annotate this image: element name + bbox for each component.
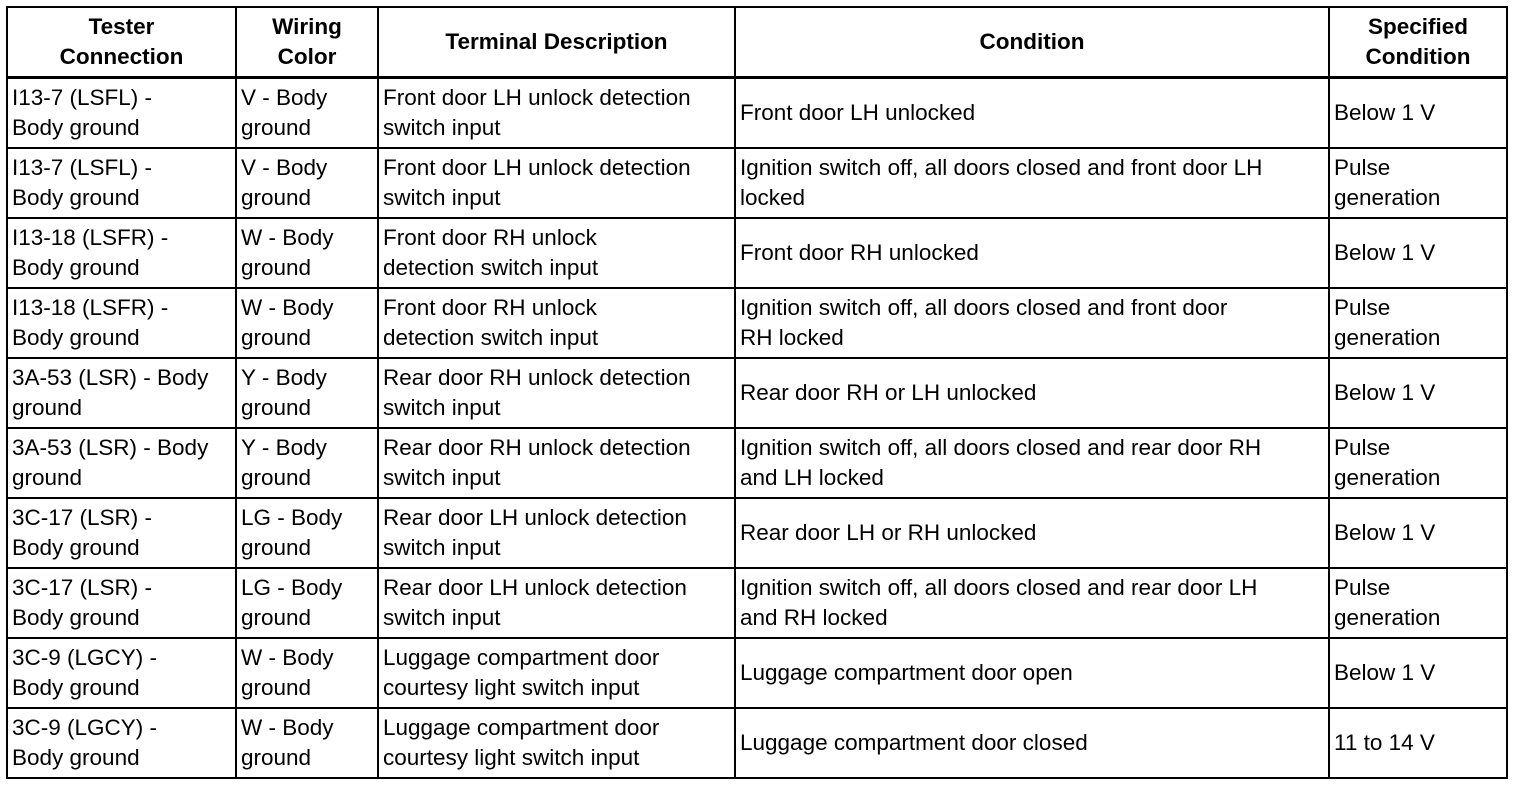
- cell-tester-connection-text: Body ground: [12, 535, 140, 560]
- cell-terminal-description-text: Rear door LH unlock detection: [383, 575, 687, 600]
- cell-tester-connection-text: 3C-17 (LSR) -: [12, 505, 153, 530]
- cell-tester-connection-text: Body ground: [12, 185, 140, 210]
- cell-specified-condition-text: Pulse: [1334, 155, 1391, 180]
- cell-tester-connection-text: I13-7 (LSFL) -: [12, 155, 153, 180]
- cell-specified-condition: [1329, 148, 1507, 218]
- cell-wiring-color: [236, 358, 378, 428]
- cell-specified-condition: [1329, 358, 1507, 428]
- cell-terminal-description: [378, 148, 735, 218]
- cell-condition-text: and RH locked: [740, 605, 888, 630]
- cell-tester-connection: [7, 148, 236, 218]
- cell-tester-connection: [7, 78, 236, 149]
- cell-tester-connection-text: ground: [12, 465, 83, 490]
- cell-tester-connection: [7, 638, 236, 708]
- cell-specified-condition: [1329, 638, 1507, 708]
- header-row: [7, 7, 1507, 78]
- cell-terminal-description-text: switch input: [383, 115, 501, 140]
- cell-wiring-color-text: ground: [241, 115, 312, 140]
- table-row: [7, 638, 1507, 708]
- cell-tester-connection: [7, 358, 236, 428]
- cell-wiring-color-text: W - Body: [241, 645, 334, 670]
- cell-wiring-color-text: W - Body: [241, 295, 334, 320]
- cell-condition-text: Ignition switch off, all doors closed and front door: [740, 295, 1228, 320]
- table-row: [7, 428, 1507, 498]
- cell-wiring-color-text: ground: [241, 605, 312, 630]
- cell-condition: [735, 218, 1329, 288]
- cell-tester-connection: [7, 428, 236, 498]
- cell-tester-connection: [7, 498, 236, 568]
- cell-wiring-color: [236, 148, 378, 218]
- cell-tester-connection-text: Body ground: [12, 255, 140, 280]
- cell-terminal-description: [378, 218, 735, 288]
- cell-condition: [735, 148, 1329, 218]
- cell-terminal-description-text: Front door RH unlock: [383, 295, 597, 320]
- cell-terminal-description-text: Rear door RH unlock detection: [383, 435, 691, 460]
- cell-terminal-description-text: switch input: [383, 185, 501, 210]
- cell-terminal-description: [378, 708, 735, 778]
- cell-specified-condition-text: generation: [1334, 465, 1441, 490]
- cell-wiring-color: [236, 78, 378, 149]
- table-row: [7, 358, 1507, 428]
- cell-tester-connection-text: I13-18 (LSFR) -: [12, 225, 169, 250]
- cell-wiring-color: [236, 638, 378, 708]
- cell-wiring-color-text: Y - Body: [241, 365, 327, 390]
- cell-tester-connection-text: ground: [12, 395, 83, 420]
- cell-wiring-color: [236, 498, 378, 568]
- cell-terminal-description-text: switch input: [383, 465, 501, 490]
- cell-specified-condition: [1329, 218, 1507, 288]
- cell-condition: [735, 638, 1329, 708]
- table-row: [7, 498, 1507, 568]
- cell-wiring-color-text: ground: [241, 185, 312, 210]
- cell-terminal-description-text: detection switch input: [383, 325, 599, 350]
- cell-terminal-description-text: courtesy light switch input: [383, 745, 640, 770]
- cell-wiring-color-text: ground: [241, 255, 312, 280]
- table-row: [7, 148, 1507, 218]
- cell-wiring-color-text: ground: [241, 465, 312, 490]
- cell-terminal-description: [378, 638, 735, 708]
- cell-wiring-color: [236, 708, 378, 778]
- cell-wiring-color: [236, 568, 378, 638]
- cell-terminal-description-text: Front door RH unlock: [383, 225, 597, 250]
- cell-condition-text: Rear door RH or LH unlocked: [740, 380, 1037, 405]
- cell-terminal-description-text: Front door LH unlock detection: [383, 85, 691, 110]
- cell-wiring-color-text: LG - Body: [241, 505, 343, 530]
- cell-terminal-description-text: courtesy light switch input: [383, 675, 640, 700]
- cell-specified-condition-text: generation: [1334, 185, 1441, 210]
- cell-tester-connection-text: Body ground: [12, 325, 140, 350]
- cell-tester-connection-text: 3C-17 (LSR) -: [12, 575, 153, 600]
- cell-wiring-color: [236, 218, 378, 288]
- cell-specified-condition-text: Below 1 V: [1334, 520, 1436, 545]
- cell-tester-connection: [7, 288, 236, 358]
- table-row: [7, 568, 1507, 638]
- cell-terminal-description-text: Luggage compartment door: [383, 645, 660, 670]
- cell-specified-condition-text: Pulse: [1334, 295, 1391, 320]
- cell-condition-text: locked: [740, 185, 806, 210]
- cell-terminal-description: [378, 498, 735, 568]
- cell-tester-connection-text: Body ground: [12, 745, 140, 770]
- cell-tester-connection-text: 3A-53 (LSR) - Body: [12, 365, 209, 390]
- cell-specified-condition-text: Pulse: [1334, 575, 1391, 600]
- cell-specified-condition: [1329, 708, 1507, 778]
- cell-terminal-description-text: detection switch input: [383, 255, 599, 280]
- cell-tester-connection-text: 3A-53 (LSR) - Body: [12, 435, 209, 460]
- cell-condition-text: Luggage compartment door closed: [740, 730, 1088, 755]
- cell-specified-condition: [1329, 568, 1507, 638]
- cell-tester-connection-text: 3C-9 (LGCY) -: [12, 645, 158, 670]
- cell-condition: [735, 428, 1329, 498]
- cell-condition-text: RH locked: [740, 325, 844, 350]
- cell-wiring-color-text: ground: [241, 675, 312, 700]
- table-row: [7, 288, 1507, 358]
- cell-tester-connection-text: I13-7 (LSFL) -: [12, 85, 153, 110]
- header-condition: Condition: [735, 7, 1329, 78]
- header-wiring-color: Wiring Color: [236, 7, 378, 78]
- cell-wiring-color: [236, 288, 378, 358]
- cell-terminal-description: [378, 428, 735, 498]
- cell-wiring-color-text: ground: [241, 745, 312, 770]
- cell-terminal-description-text: switch input: [383, 605, 501, 630]
- header-terminal-description: Terminal Description: [378, 7, 735, 78]
- cell-condition-text: Luggage compartment door open: [740, 660, 1073, 685]
- cell-specified-condition-text: Below 1 V: [1334, 380, 1436, 405]
- cell-condition-text: Ignition switch off, all doors closed and rear door LH: [740, 575, 1258, 600]
- cell-tester-connection: [7, 708, 236, 778]
- cell-specified-condition-text: Below 1 V: [1334, 660, 1436, 685]
- cell-condition-text: Front door LH unlocked: [740, 100, 976, 125]
- cell-wiring-color-text: ground: [241, 535, 312, 560]
- cell-condition-text: Ignition switch off, all doors closed and front door LH: [740, 155, 1263, 180]
- cell-terminal-description-text: Front door LH unlock detection: [383, 155, 691, 180]
- cell-terminal-description: [378, 78, 735, 149]
- header-specified-condition: Specified Condition: [1329, 7, 1507, 78]
- cell-specified-condition: [1329, 288, 1507, 358]
- cell-condition: [735, 708, 1329, 778]
- cell-wiring-color-text: Y - Body: [241, 435, 327, 460]
- table-row: [7, 78, 1507, 149]
- cell-condition: [735, 498, 1329, 568]
- cell-wiring-color-text: ground: [241, 395, 312, 420]
- cell-condition: [735, 358, 1329, 428]
- cell-specified-condition-text: Below 1 V: [1334, 100, 1436, 125]
- cell-condition: [735, 78, 1329, 149]
- cell-terminal-description: [378, 288, 735, 358]
- cell-condition-text: and LH locked: [740, 465, 884, 490]
- cell-condition-text: Front door RH unlocked: [740, 240, 979, 265]
- header-tester-connection: Tester Connection: [7, 7, 236, 78]
- cell-condition-text: Ignition switch off, all doors closed and rear door RH: [740, 435, 1262, 460]
- cell-tester-connection-text: Body ground: [12, 605, 140, 630]
- cell-wiring-color-text: LG - Body: [241, 575, 343, 600]
- cell-tester-connection-text: Body ground: [12, 115, 140, 140]
- cell-tester-connection-text: Body ground: [12, 675, 140, 700]
- cell-specified-condition-text: generation: [1334, 605, 1441, 630]
- cell-terminal-description: [378, 568, 735, 638]
- cell-condition: [735, 288, 1329, 358]
- cell-terminal-description-text: switch input: [383, 395, 501, 420]
- cell-terminal-description: [378, 358, 735, 428]
- cell-terminal-description-text: Rear door LH unlock detection: [383, 505, 687, 530]
- terminal-spec-table: [6, 6, 1508, 779]
- cell-tester-connection: [7, 218, 236, 288]
- cell-terminal-description-text: switch input: [383, 535, 501, 560]
- cell-specified-condition-text: generation: [1334, 325, 1441, 350]
- table-row: [7, 708, 1507, 778]
- cell-terminal-description-text: Rear door RH unlock detection: [383, 365, 691, 390]
- cell-specified-condition-text: Below 1 V: [1334, 240, 1436, 265]
- cell-specified-condition-text: 11 to 14 V: [1334, 730, 1435, 755]
- cell-condition: [735, 568, 1329, 638]
- cell-specified-condition-text: Pulse: [1334, 435, 1391, 460]
- cell-wiring-color-text: W - Body: [241, 225, 334, 250]
- table-body: [7, 78, 1507, 779]
- table-row: [7, 218, 1507, 288]
- cell-wiring-color-text: V - Body: [241, 155, 328, 180]
- cell-tester-connection: [7, 568, 236, 638]
- cell-terminal-description-text: Luggage compartment door: [383, 715, 660, 740]
- cell-tester-connection-text: I13-18 (LSFR) -: [12, 295, 169, 320]
- cell-specified-condition: [1329, 428, 1507, 498]
- cell-specified-condition: [1329, 78, 1507, 149]
- cell-wiring-color: [236, 428, 378, 498]
- cell-condition-text: Rear door LH or RH unlocked: [740, 520, 1037, 545]
- cell-tester-connection-text: 3C-9 (LGCY) -: [12, 715, 158, 740]
- cell-wiring-color-text: ground: [241, 325, 312, 350]
- cell-specified-condition: [1329, 498, 1507, 568]
- cell-wiring-color-text: W - Body: [241, 715, 334, 740]
- cell-wiring-color-text: V - Body: [241, 85, 328, 110]
